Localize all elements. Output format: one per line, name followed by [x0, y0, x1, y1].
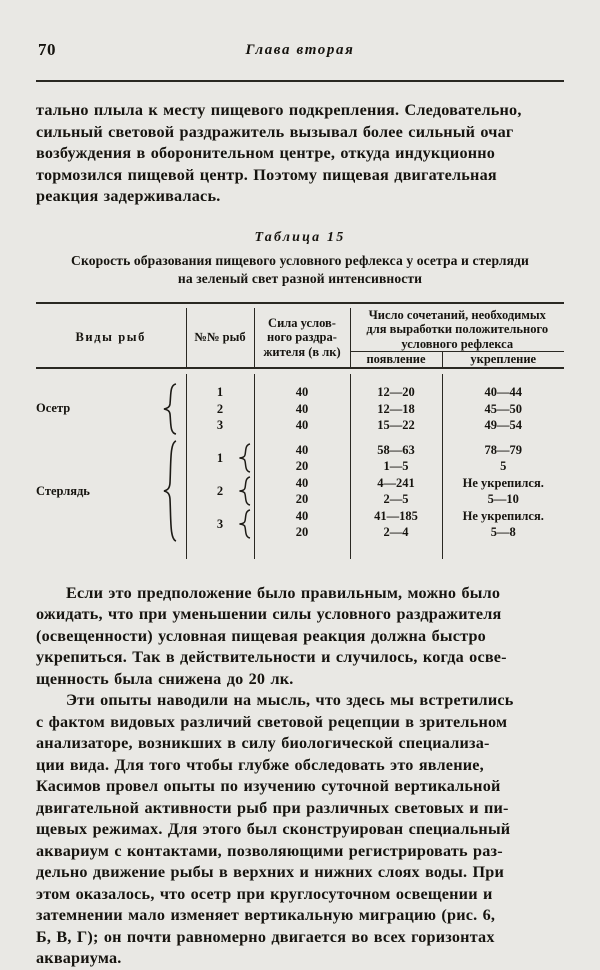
table-caption: [36, 252, 564, 288]
appearance-value: 12—18: [350, 401, 442, 418]
header-appearance: появление: [350, 352, 442, 369]
group-brace-icon: [162, 439, 178, 543]
stimulus-value: 40: [295, 475, 309, 490]
stimulus-value: 40: [254, 417, 350, 434]
consolidation-value: 5—8: [490, 525, 516, 539]
text-line: дельно движение рыбы в верхних и нижних слоях воды. При: [36, 863, 504, 881]
table-header: [36, 303, 564, 375]
consolidation-value: 5: [500, 459, 507, 473]
text-line: сильный световой раздражитель вызывал более сильный очаг: [36, 122, 514, 141]
species-cell-sterlet: [36, 442, 186, 541]
header-fish-number: №№ рыб: [186, 308, 254, 369]
page-number: 70: [38, 40, 56, 59]
appearance-value: 15—22: [350, 417, 442, 434]
fish-number: [186, 508, 254, 541]
running-head: [34, 40, 566, 78]
consolidation-values: [442, 442, 564, 475]
table-row: [36, 384, 564, 401]
header-consolidation: укрепление: [442, 352, 564, 369]
consolidation-value: 5—10: [487, 492, 519, 506]
stimulus-values: [254, 475, 350, 508]
fish-number: 1: [186, 384, 254, 401]
consolidation-value: Не укрепился.: [462, 508, 544, 523]
fish-number: 2: [186, 401, 254, 418]
table-caption-line: на зеленый свет разной интенсивности: [177, 270, 423, 286]
stimulus-value: 20: [295, 459, 309, 473]
consolidation-values: [442, 508, 564, 541]
appearance-values: [350, 508, 442, 541]
group-brace-icon: [162, 382, 178, 436]
header-species: Виды рыб: [75, 330, 146, 344]
species-label: Осетр: [36, 401, 71, 416]
appearance-value: 4—241: [377, 475, 415, 490]
consolidation-value: 45—50: [442, 401, 564, 418]
fish-number: 3: [186, 417, 254, 434]
text-line: тормозился пищевой центр. Поэтому пищевая двигательная: [36, 165, 497, 184]
paragraph-second: [36, 583, 564, 691]
appearance-value: 12—20: [350, 384, 442, 401]
table-body: [36, 374, 564, 559]
header-stimulus-line: жителя (в лк): [263, 344, 341, 359]
species-cell-sturgeon: [36, 384, 186, 434]
stimulus-value: 40: [254, 401, 350, 418]
stimulus-value: 40: [295, 442, 309, 457]
fish-number-label: 1: [216, 450, 224, 465]
header-stimulus-line: Сила услов-: [268, 315, 336, 330]
text-line: ожидать, что при уменьшении силы условного раздражителя: [36, 605, 502, 623]
text-line: реакция задерживалась.: [36, 187, 221, 205]
text-line: щевых режимах. Для этого был сконструирован специальный: [36, 820, 511, 838]
appearance-value: 58—63: [377, 442, 415, 457]
text-line: двигательной активности рыб при различных световых и пи-: [36, 798, 509, 817]
appearance-value: 2—5: [383, 492, 409, 506]
text-line: Эти опыты наводили на мысль, что здесь мы встретились: [66, 691, 514, 709]
appearance-value: 1—5: [383, 459, 409, 473]
header-stimulus-strength: [254, 308, 350, 369]
paragraph-continuation: [36, 100, 564, 208]
text-line: ции вида. Для того чтобы глубже обследовать это явление,: [36, 755, 484, 774]
consolidation-value: 40—44: [442, 384, 564, 401]
stimulus-value: 40: [254, 384, 350, 401]
paragraph-third: [36, 690, 564, 970]
table-caption-line: Скорость образования пищевого условного рефлекса у осетра и стерляди: [71, 252, 529, 268]
sub-brace-icon: [238, 509, 252, 539]
text-line: с фактом видовых различий световой рецепции в зрительном: [36, 712, 508, 731]
text-line: щенность была снижена до 20 лк.: [36, 669, 294, 688]
appearance-values: [350, 442, 442, 475]
text-line: этом оказалось, что осетр при круглосуточном освещении и: [36, 884, 493, 903]
text-line: возбуждения в оборонительном центре, откуда индукционно: [36, 144, 496, 162]
header-combinations: [350, 308, 564, 352]
fish-number-label: 2: [216, 483, 224, 498]
text-line: анализаторе, возникших в силу биологической специализа-: [36, 734, 490, 752]
appearance-value: 2—4: [383, 525, 409, 539]
text-line: аквариума.: [36, 949, 122, 967]
header-combinations-line: условного рефлекса: [401, 336, 514, 351]
fish-number: [186, 475, 254, 508]
stimulus-values: [254, 442, 350, 475]
text-line: тально плыла к месту пищевого подкрепления. Следовательно,: [36, 101, 522, 119]
appearance-value: 41—185: [374, 508, 418, 523]
text-line: (освещенности) условная пищевая реакция должна быстро: [36, 626, 486, 645]
text-line: Касимов провел опыты по изучению суточной вертикальной: [36, 777, 501, 795]
chapter-title: Глава вторая: [245, 42, 355, 58]
sub-brace-icon: [238, 476, 252, 506]
header-stimulus-line: ного раздра-: [267, 330, 337, 344]
text-line: аквариум с контактами, позволяющими регистрировать раз-: [36, 841, 503, 860]
text-line: Если это предположение было правильным, можно было: [66, 583, 501, 602]
table-number: Таблица 15: [254, 229, 346, 245]
stimulus-values: [254, 508, 350, 541]
table-15: [36, 302, 564, 559]
fish-number-label: 3: [216, 516, 224, 531]
appearance-values: [350, 475, 442, 508]
stimulus-value: 40: [295, 508, 309, 523]
table-row: [36, 442, 564, 475]
text-line: Б, В, Г); он почти равномерно двигается во всех горизонтах: [36, 927, 495, 946]
consolidation-value: 49—54: [442, 417, 564, 434]
species-label: Стерлядь: [36, 483, 90, 498]
header-combinations-line: для выработки положительного: [366, 322, 549, 336]
sub-brace-icon: [238, 443, 252, 473]
fish-number: [186, 442, 254, 475]
stimulus-value: 20: [295, 492, 309, 506]
header-rule: [36, 80, 564, 82]
consolidation-value: Не укрепился.: [462, 475, 544, 490]
consolidation-values: [442, 475, 564, 508]
consolidation-value: 78—79: [484, 442, 522, 457]
text-line: затемнении мало изменяет вертикальную миграцию (рис. 6,: [36, 906, 496, 924]
text-line: укрепиться. Так в действительности и случилось, когда осве-: [36, 648, 507, 666]
header-combinations-line: Число сочетаний, необходимых: [368, 307, 546, 322]
stimulus-value: 20: [295, 525, 309, 539]
